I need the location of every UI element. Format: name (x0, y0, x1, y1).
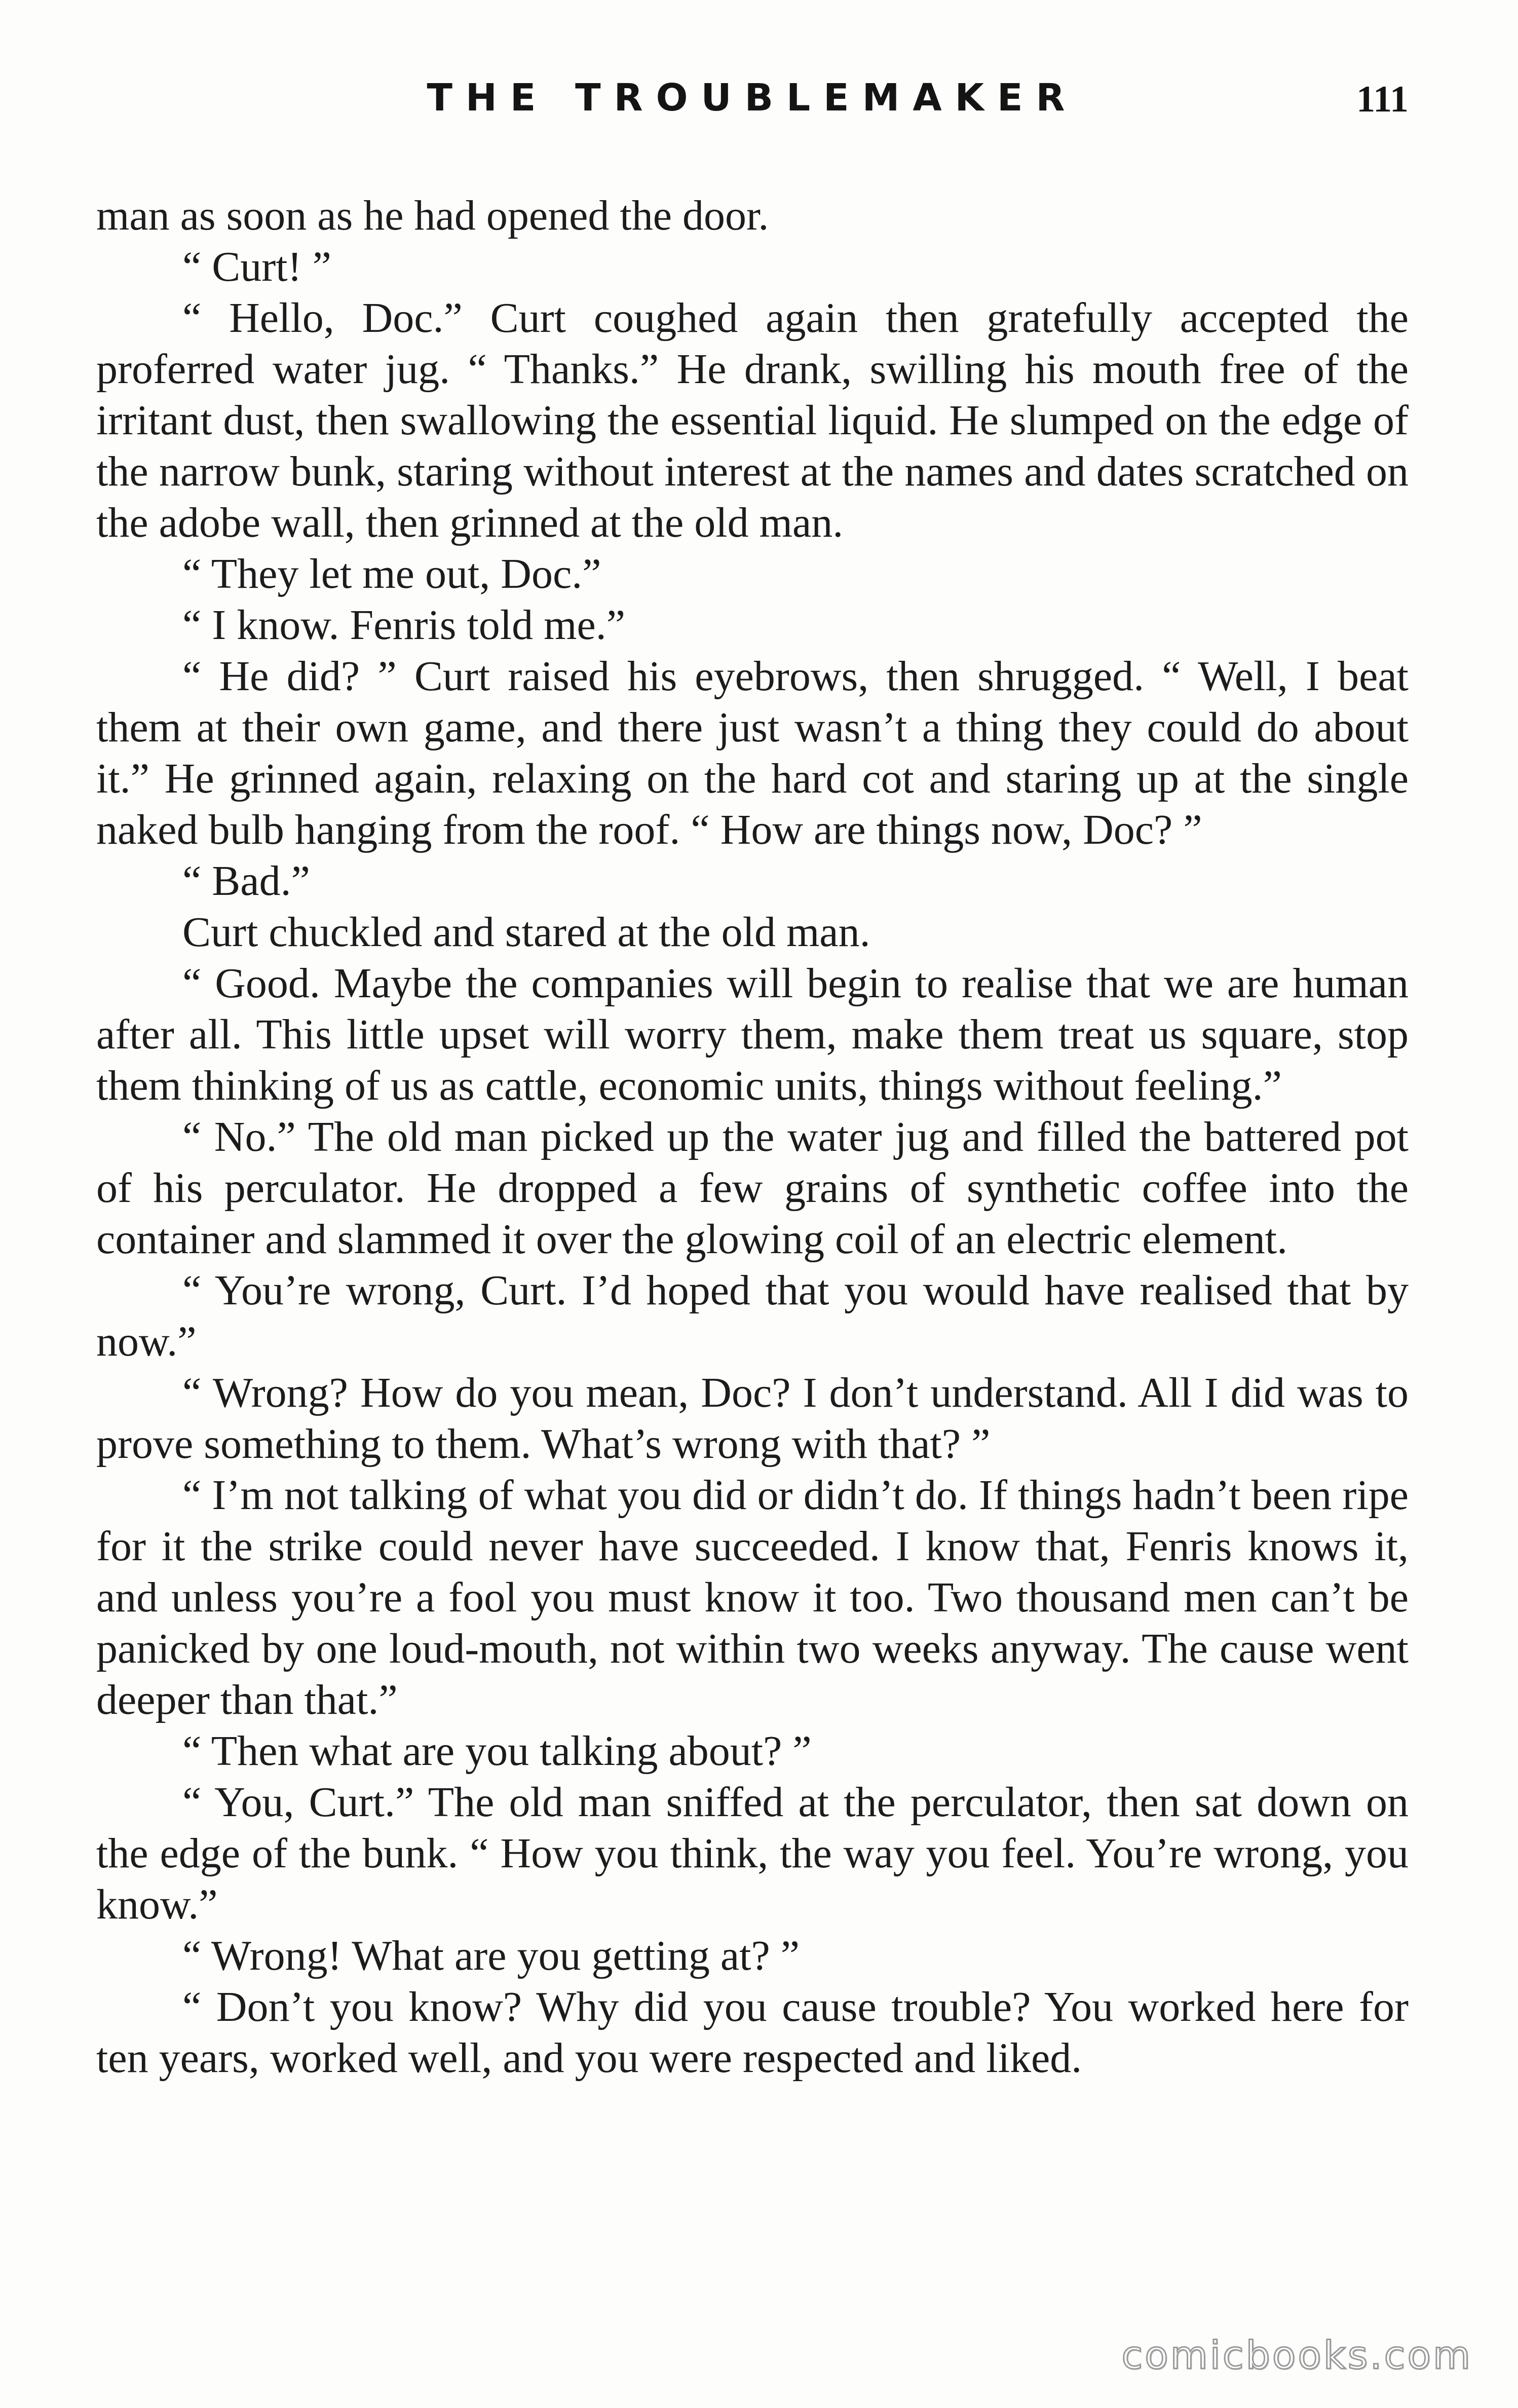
paragraph: “ I’m not talking of what you did or didn’t do. If things hadn’t been ripe for it the strike could never have succeeded. I know that, Fenris knows it, and unless you’re a fool you must know it too. Two thousand men can’t be panicked by one loud-mouth, not within two weeks anyway. The cause went deeper than that.” (96, 1472, 1409, 1723)
paragraph: man as soon as he had opened the door. (96, 192, 769, 239)
paragraph: “ They let me out, Doc.” (182, 550, 601, 597)
paragraph: “ Don’t you know? Why did you cause trouble? You worked here for ten years, worked well, and you were respected and liked. (96, 1983, 1409, 2082)
paragraph: “ Good. Maybe the companies will begin to realise that we are human after all. This little upset will worry them, make them treat us square, stop them thinking of us as cattle, economic units, things without feeling.” (96, 960, 1409, 1109)
running-title: THE TROUBLEMAKER (427, 76, 1078, 120)
paragraph: “ Hello, Doc.” Curt coughed again then gratefully accepted the proferred water jug. “ Thanks.” He drank, swilling his mouth free of the irritant dust, then swallowing the essential liquid. He slumped on the edge of the narrow bunk, staring without interest at the names and dates scratched on the adobe wall, then grinned at the old man. (96, 294, 1409, 546)
body-text (96, 190, 1409, 2084)
paragraph: “ Wrong! What are you getting at? ” (182, 1932, 800, 1979)
paragraph: “ I know. Fenris told me.” (182, 601, 626, 649)
paragraph: “ No.” The old man picked up the water jug and filled the battered pot of his perculator. He dropped a few grains of synthetic coffee into the container and slammed it over the glowing coil of an electric element. (96, 1113, 1409, 1263)
running-head (96, 76, 1409, 132)
watermark: comicbooks.com (1121, 2332, 1472, 2378)
paragraph: “ You, Curt.” The old man sniffed at the perculator, then sat down on the edge of the bunk. “ How you think, the way you feel. You’re wrong, you know.” (96, 1779, 1409, 1928)
paragraph: “ Then what are you talking about? ” (182, 1727, 812, 1775)
paragraph: “ You’re wrong, Curt. I’d hoped that you would have realised that by now.” (96, 1267, 1409, 1365)
page-number: 111 (1356, 79, 1409, 120)
paragraph: “ Curt! ” (182, 243, 331, 290)
paragraph: “ He did? ” Curt raised his eyebrows, then shrugged. “ Well, I beat them at their own game, and there just wasn’t a thing they could do about it.” He grinned again, relaxing on the hard cot and staring up at the single naked bulb hanging from the roof. “ How are things now, Doc? ” (96, 653, 1409, 853)
paragraph: “ Wrong? How do you mean, Doc? I don’t understand. All I did was to prove something to them. What’s wrong with that? ” (96, 1369, 1409, 1468)
paragraph: “ Bad.” (182, 857, 310, 905)
paragraph: Curt chuckled and stared at the old man. (182, 909, 870, 956)
